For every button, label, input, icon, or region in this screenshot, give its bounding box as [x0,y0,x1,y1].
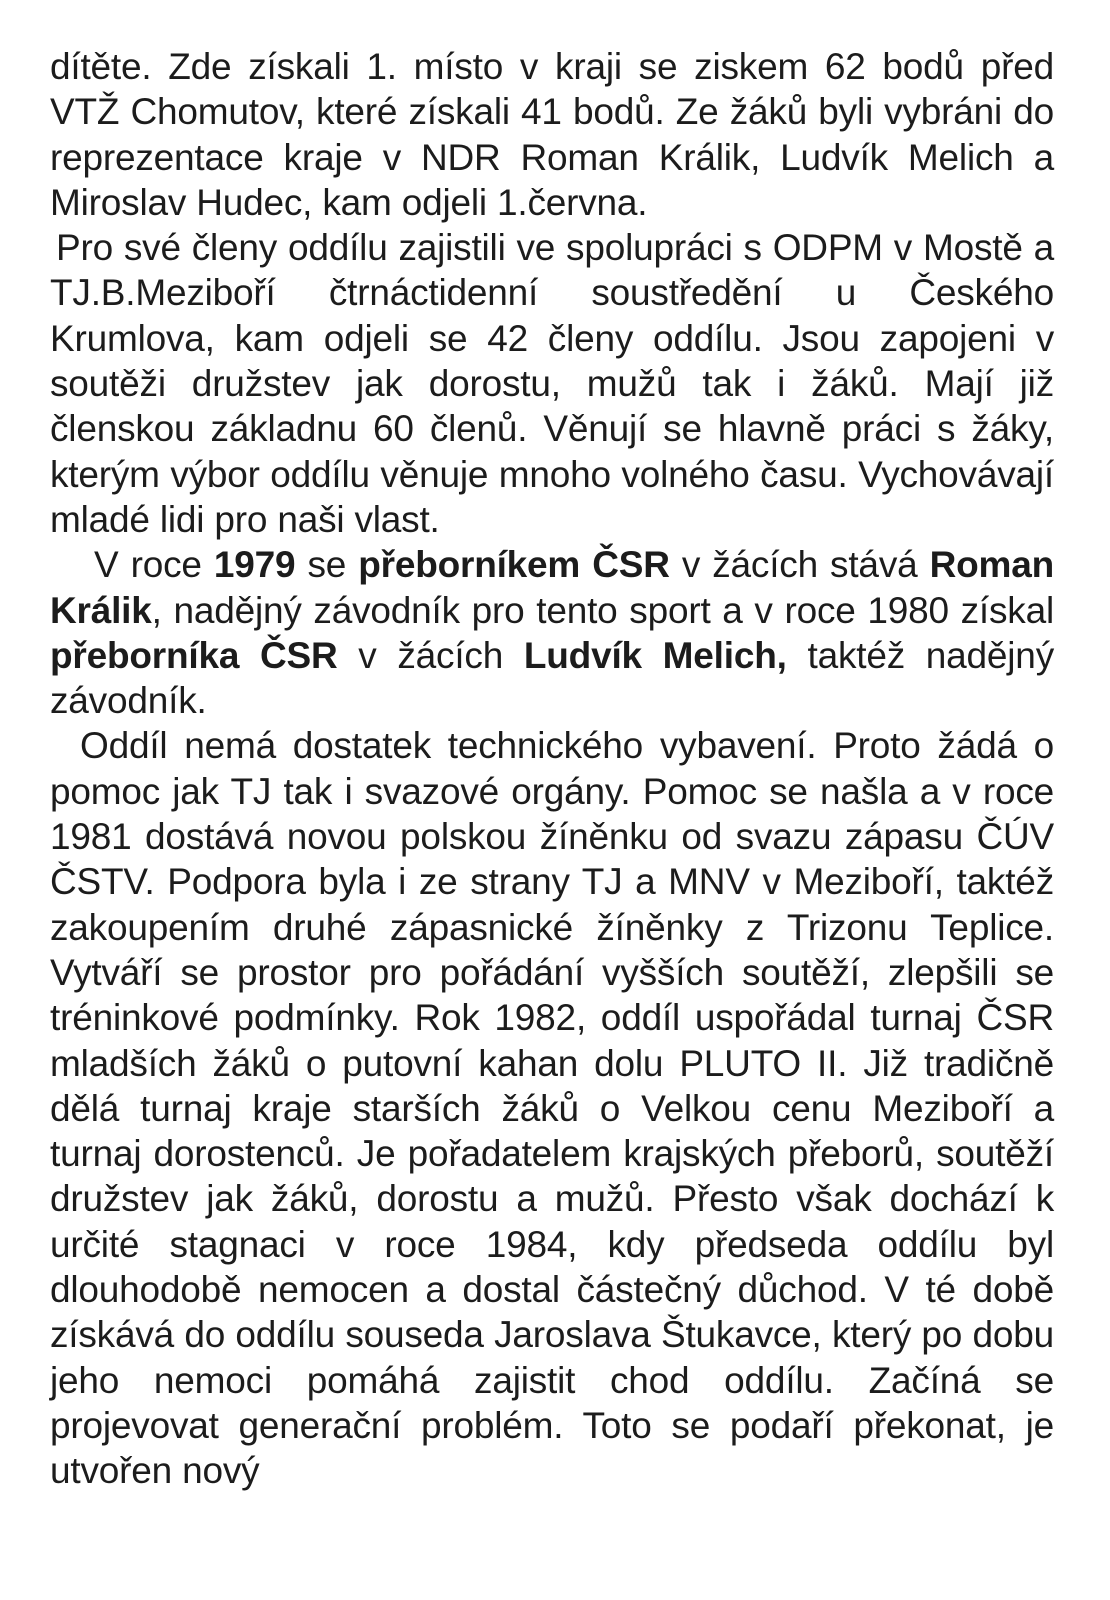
paragraph-1-text: dítěte. Zde získali 1. místo v kraji se ziskem 62 bodů před VTŽ Chomutov, které získali 41 bodů. Ze žáků byli vybráni do reprezentace kraje v NDR Roman Králik, Ludvík Melich a Miroslav Hudec, kam odjeli 1.června. [50,46,1054,223]
title-champion-2: přeborníka ČSR [50,634,338,676]
paragraph-3-span-3: se [295,544,359,586]
paragraph-4 [50,723,1054,1493]
paragraph-3-span-9: v žácích [337,634,524,676]
paragraph-1 [50,44,1054,225]
paragraph-4-text: Oddíl nemá dostatek technického vybavení. Proto žádá o pomoc jak TJ tak i svazové orgány. Pomoc se našla a v roce 1981 dostává novou polskou žíněnku od svazu zápasu ČÚV ČSTV. Podpora byla i ze strany TJ a MNV v Meziboří, taktéž zakoupením druhé zápasnické žíněnky z Trizonu Teplice. Vytváří se prostor pro pořádání vyšších soutěží, zlepšili se tréninkové podmínky. Rok 1982, oddíl uspořádal turnaj ČSR mladších žáků o putovní kahan dolu PLUTO II. Již tradičně dělá turnaj kraje starších žáků o Velkou cenu Meziboří a turnaj dorostenců. Je pořadatelem krajských přeborů, soutěží družstev jak žáků, dorostu a mužů. Přesto však dochází k určité stagnaci v roce 1984, kdy předseda oddílu byl dlouhodobě nemocen a dostal částečný důchod. V té době získává do oddílu souseda Jaroslava Štukavce, který po dobu jeho nemoci pomáhá zajistit chod oddílu. Začíná se projevovat generační problém. Toto se podaří překonat, je utvořen nový [50,725,1054,1492]
paragraph-2 [50,225,1054,542]
year-1979: 1979 [213,544,296,586]
paragraph-3-span-5: v žácích stává [669,544,930,586]
paragraph-3-span-7: , nadějný závodník pro tento sport a v roce 1980 získal [151,589,1054,631]
title-champion-1: přeborníkem ČSR [358,544,670,586]
paragraph-3 [50,542,1054,723]
document-page [50,44,1054,1494]
paragraph-3-span-1: V roce [94,544,214,586]
paragraph-3-span-11: taktéž nadějný závodník. [50,634,1054,722]
paragraph-2-text: Pro své členy oddílu zajistili ve spolupráci s ODPM v Mostě a TJ.B.Meziboří čtrnáctidenní soustředění u Českého Krumlova, kam odjeli se 42 členy oddílu. Jsou zapojeni v soutěži družstev jak dorostu, mužů tak i žáků. Mají již členskou základnu 60 členů. Věnují se hlavně práci s žáky, kterým výbor oddílu věnuje mnoho volného času. Vychovávají mladé lidi pro naši vlast. [50,227,1054,540]
name-ludvik-melich: Ludvík Melich, [523,634,787,676]
name-roman-kralik: Roman Králik [50,544,1054,631]
